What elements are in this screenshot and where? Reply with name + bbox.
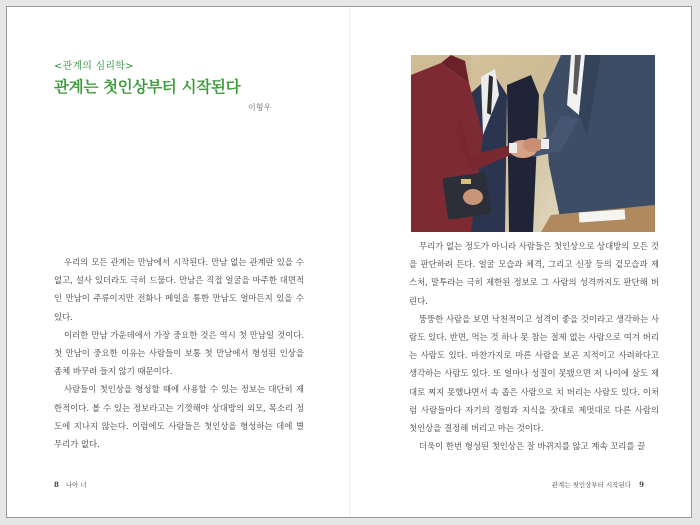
paragraph: 뚱뚱한 사람을 보면 낙천적이고 성격이 좋을 것이라고 생각하는 사람도 있다. 반면, 먹는 것 하나 못 참는 절제 없는 사람으로 여겨 버리는 사람도 있다. 마찬가지로 마른 사람을 보곤 지적이고 사려하다고 생각하는 사람도 있다. 또 얼마나 성질이 못됐으면 저 나이에 살도 제대로 찌지 못했냐면서 속 좁은 사람으로 치 버리는 사람도 있다. 이처럼 사람들마다 자기의 경험과 지식을 잣대로 제멋대로 다른 사람의 첫인상을 결정해 버리고 마는 것이다. — [409, 313, 659, 434]
book-spread — [6, 6, 692, 518]
handshake-photo — [411, 55, 655, 232]
right-footer — [552, 480, 644, 489]
paragraph: 더욱이 한번 형성된 첫인상은 잘 바뀌지를 않고 계속 꼬리를 끌 — [419, 441, 646, 452]
running-head: 나아 너 — [65, 481, 87, 489]
chapter-title: 관계는 첫인상부터 시작된다 — [54, 78, 241, 96]
page-number: 9 — [639, 480, 644, 489]
paragraph: 이러한 만남 가운데에서 가장 중요한 것은 역시 첫 만남일 것이다. 첫 만남이 중요한 이유는 사람들이 보통 첫 만남에서 형성된 인상을 좀체 바꾸려 들지 않기 때문이다. — [54, 329, 304, 377]
left-footer — [54, 480, 87, 489]
running-head: 관계는 첫인상부터 시작된다 — [551, 481, 632, 489]
author-name: 이형우 — [248, 103, 272, 112]
left-body-text — [54, 253, 304, 453]
right-body-text — [409, 237, 659, 455]
series-label: <관계의 심리학> — [54, 61, 134, 72]
paragraph: 우리의 모든 관계는 만남에서 시작된다. 만남 없는 관계란 있을 수 없고, 설사 있더라도 극히 드물다. 만남은 직접 얼굴을 마주한 대면적인 만남이 주류이지만 전화나 메일을 통한 만남도 얼마든지 있을 수 있다. — [54, 257, 304, 322]
paragraph: 무리가 없는 정도가 아니라 사람들은 첫인상으로 상대방의 모든 것을 판단하려 든다. 얼굴 모습과 체격, 그리고 신장 등의 겉모습과 제스처, 말투라는 극히 제한된 정보로 그 사람의 성격까지도 판단해 버린다. — [409, 241, 659, 306]
page-gutter — [349, 7, 351, 517]
page-number: 8 — [54, 480, 59, 489]
paragraph: 사람들이 첫인상을 형성할 때에 사용할 수 있는 정보는 대단히 제한적이다. 볼 수 있는 정보라고는 기껏해야 상대방의 외모, 목소리 정도에 지나지 않는다. 이럼에도 사람들은 첫인상을 형성하는 데에 별 무리가 없다. — [54, 384, 304, 450]
